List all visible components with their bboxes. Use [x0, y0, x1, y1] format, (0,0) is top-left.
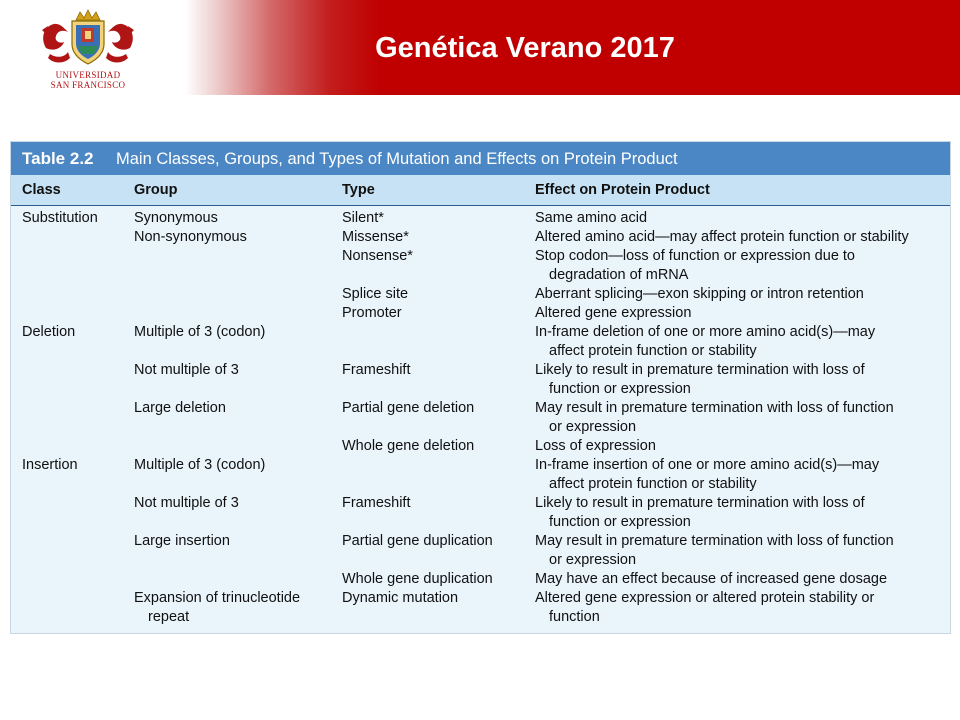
table-caption [11, 142, 950, 175]
cell-type: Promoter [342, 305, 402, 321]
cell-effect: In-frame insertion of one or more amino acid(s)—may [535, 457, 880, 473]
cell-effect: Likely to result in premature termination with loss of [535, 362, 865, 378]
cell-effect: In-frame deletion of one or more amino acid(s)—may [535, 324, 876, 340]
cell-effect: or expression [549, 419, 637, 435]
cell-type: Splice site [342, 286, 409, 302]
cell-group: Not multiple of 3 [134, 362, 239, 378]
mutation-table [10, 141, 951, 634]
logo-line-2: SAN FRANCISCO [50, 80, 126, 90]
crest-icon [38, 8, 138, 70]
cell-type: Frameshift [342, 495, 411, 511]
cell-effect: May result in premature termination with loss of function [535, 400, 894, 416]
cell-group: Expansion of trinucleotide [134, 590, 301, 606]
cell-type: Whole gene duplication [342, 571, 493, 587]
title-banner [0, 0, 960, 95]
cell-group: Multiple of 3 (codon) [134, 324, 266, 340]
table-number: Table 2.2 [22, 149, 94, 168]
cell-group: Multiple of 3 (codon) [134, 457, 266, 473]
cell-effect: Altered gene expression [535, 305, 692, 321]
cell-type: Partial gene duplication [342, 533, 493, 549]
column-header-type: Type [342, 182, 375, 198]
cell-effect: function or expression [549, 381, 691, 397]
cell-class: Substitution [22, 210, 98, 226]
cell-effect: affect protein function or stability [549, 343, 757, 359]
cell-group: Not multiple of 3 [134, 495, 239, 511]
cell-type: Whole gene deletion [342, 438, 475, 454]
cell-effect: Aberrant splicing—exon skipping or intron retention [535, 286, 864, 302]
cell-group: Large insertion [134, 533, 230, 549]
cell-group: Non-synonymous [134, 229, 247, 245]
university-logo [38, 8, 138, 92]
cell-effect: function or expression [549, 514, 691, 530]
cell-type: Frameshift [342, 362, 411, 378]
cell-group: Synonymous [134, 210, 218, 226]
cell-effect: Stop codon—loss of function or expression due to [535, 248, 855, 264]
cell-type: Missense* [342, 229, 409, 245]
cell-group: repeat [148, 609, 190, 625]
cell-effect: Altered amino acid—may affect protein function or stability [535, 229, 909, 245]
cell-effect: function [549, 609, 600, 625]
cell-effect: May have an effect because of increased gene dosage [535, 571, 888, 587]
cell-effect: Loss of expression [535, 438, 656, 454]
cell-effect: affect protein function or stability [549, 476, 757, 492]
cell-effect: or expression [549, 552, 637, 568]
column-header-effect: Effect on Protein Product [535, 182, 710, 198]
cell-type: Dynamic mutation [342, 590, 459, 606]
cell-effect: Likely to result in premature termination with loss of [535, 495, 865, 511]
cell-type: Partial gene deletion [342, 400, 475, 416]
cell-class: Deletion [22, 324, 76, 340]
cell-group: Large deletion [134, 400, 226, 416]
cell-class: Insertion [22, 457, 78, 473]
table-header-row [11, 175, 950, 206]
cell-type: Nonsense* [342, 248, 413, 264]
slide-title: Genética Verano 2017 [375, 32, 675, 64]
cell-effect: Altered gene expression or altered protein stability or [535, 590, 875, 606]
cell-type: Silent* [342, 210, 384, 226]
cell-effect: May result in premature termination with loss of function [535, 533, 894, 549]
column-header-class: Class [22, 182, 61, 198]
table-caption-title: Main Classes, Groups, and Types of Mutation and Effects on Protein Product [116, 150, 678, 168]
cell-effect: Same amino acid [535, 210, 648, 226]
cell-effect: degradation of mRNA [549, 267, 689, 283]
logo-line-1: UNIVERSIDAD [55, 70, 121, 80]
column-header-group: Group [134, 182, 178, 198]
